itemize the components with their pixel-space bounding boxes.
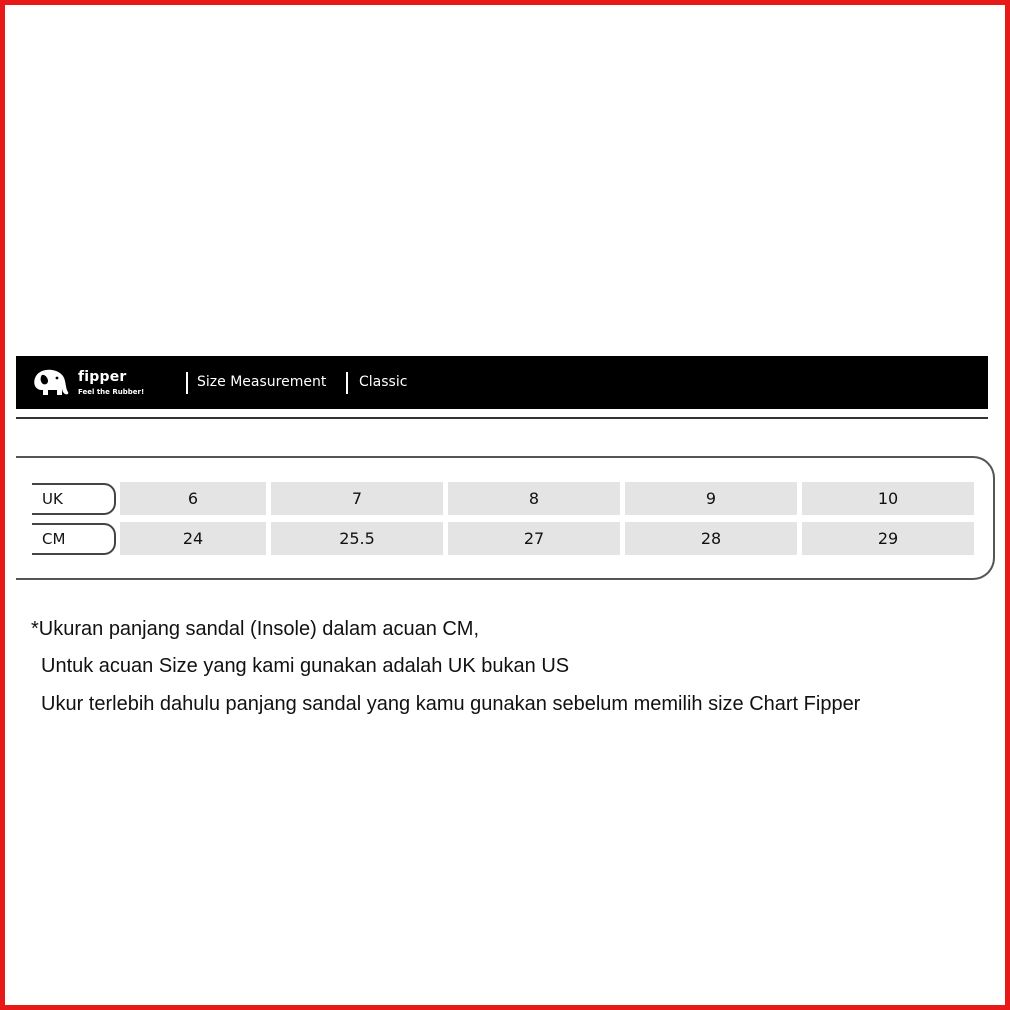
size-cell-cm-25-5: 25.5 [271,522,443,555]
note-line: Untuk acuan Size yang kami gunakan adalah UK bukan US [41,655,570,677]
brand-tagline: Feel the Rubber! [78,388,145,396]
size-table-card [16,456,995,580]
size-cell-uk-8: 8 [448,482,620,515]
note-line: *Ukuran panjang sandal (Insole) dalam acuan CM, [31,618,480,640]
header-divider [346,372,348,394]
section-title: Size Measurement [197,374,327,390]
size-cell-uk-6: 6 [120,482,266,515]
elephant-icon [32,367,72,397]
note-line: Ukur terlebih dahulu panjang sandal yang kamu gunakan sebelum memilih size Chart Fipper [41,693,861,715]
size-cell-cm-28: 28 [625,522,797,555]
header-bar [16,356,988,409]
brand-logo [32,366,147,400]
header-divider [186,372,188,394]
model-name: Classic [359,374,408,390]
size-cell-cm-24: 24 [120,522,266,555]
size-cell-uk-7: 7 [271,482,443,515]
row-label-cm: CM [32,523,116,555]
header-rule [16,417,988,419]
size-cell-cm-29: 29 [802,522,974,555]
size-cell-uk-10: 10 [802,482,974,515]
row-label-uk: UK [32,483,116,515]
size-cell-uk-9: 9 [625,482,797,515]
brand-name: fipper [78,369,127,385]
size-cell-cm-27: 27 [448,522,620,555]
